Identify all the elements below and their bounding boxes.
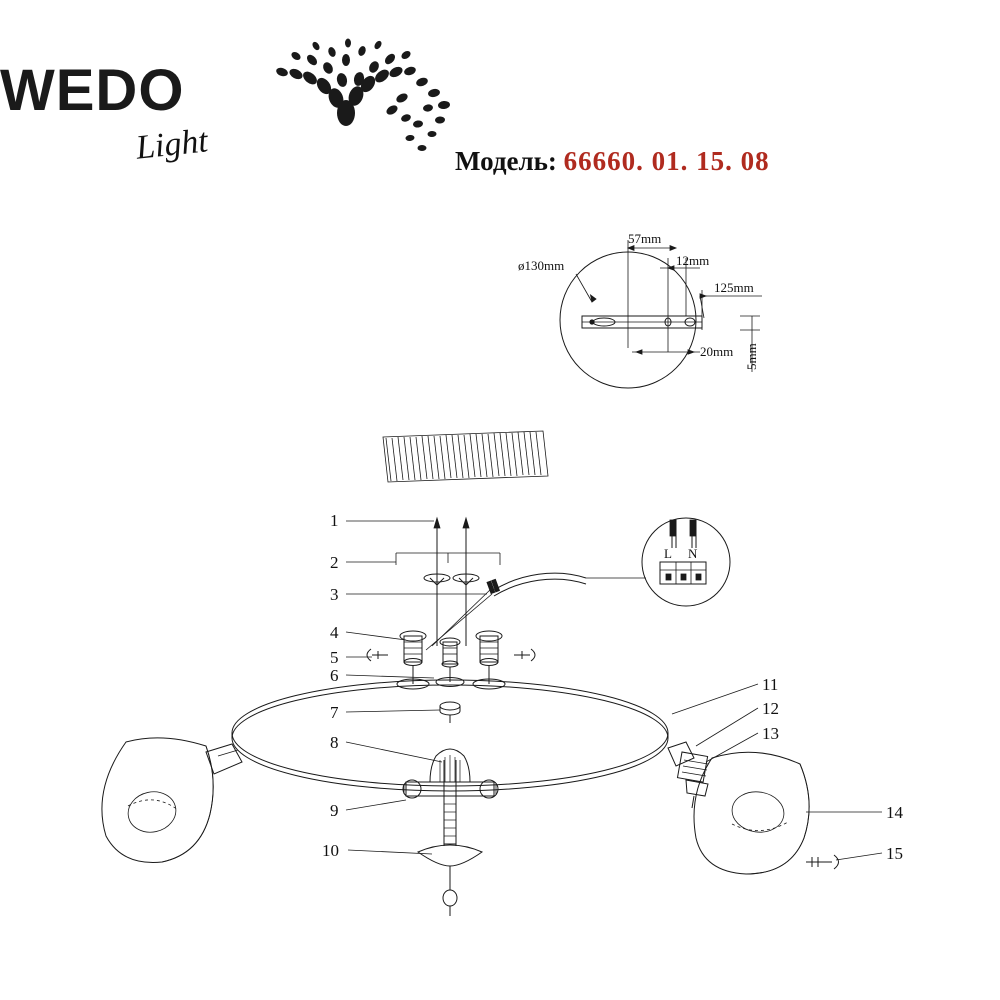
- dim-12mm: 12mm: [676, 253, 710, 268]
- mounting-plate-detail: [518, 231, 762, 388]
- callout-13: 13: [762, 724, 779, 743]
- center-column: [403, 749, 498, 916]
- callout-12: 12: [762, 699, 779, 718]
- callouts-right: [672, 675, 904, 863]
- callout-7: 7: [330, 703, 339, 722]
- wing-screw-left: [367, 649, 388, 661]
- callout-6: 6: [330, 666, 339, 685]
- terminal-block-detail: [586, 518, 730, 606]
- lamp-holders: [367, 631, 535, 723]
- model-label: Модель:: [455, 146, 557, 176]
- clip-item15: [806, 855, 839, 869]
- shade-right: [668, 742, 839, 874]
- callout-5: 5: [330, 648, 339, 667]
- brand-subtitle: Light: [134, 122, 210, 167]
- callout-8: 8: [330, 733, 339, 752]
- callout-1: 1: [330, 511, 339, 530]
- callout-4: 4: [330, 623, 339, 642]
- nut-item7: [440, 702, 460, 723]
- dim-20mm: 20mm: [700, 344, 734, 359]
- callout-9: 9: [330, 801, 339, 820]
- suspension-wires: [396, 518, 586, 650]
- hatched-strip: [383, 431, 548, 482]
- terminal-label-live: L: [664, 546, 672, 561]
- wing-screw-right: [514, 649, 535, 661]
- dim-57mm: 57mm: [628, 231, 662, 246]
- callout-10: 10: [322, 841, 339, 860]
- callout-3: 3: [330, 585, 339, 604]
- callout-15: 15: [886, 844, 903, 863]
- brand-name: WEDO: [0, 58, 185, 123]
- dim-125mm: 125mm: [714, 280, 754, 295]
- callout-2: 2: [330, 553, 339, 572]
- terminal-label-neutral: N: [688, 546, 698, 561]
- dim-diameter-130mm: ø130mm: [518, 258, 565, 273]
- dim-5mm: 5mm: [744, 343, 759, 370]
- callout-14: 14: [886, 803, 903, 822]
- shade-left: [102, 738, 242, 863]
- callout-11: 11: [762, 675, 779, 694]
- model-value: 66660. 01. 15. 08: [563, 146, 770, 176]
